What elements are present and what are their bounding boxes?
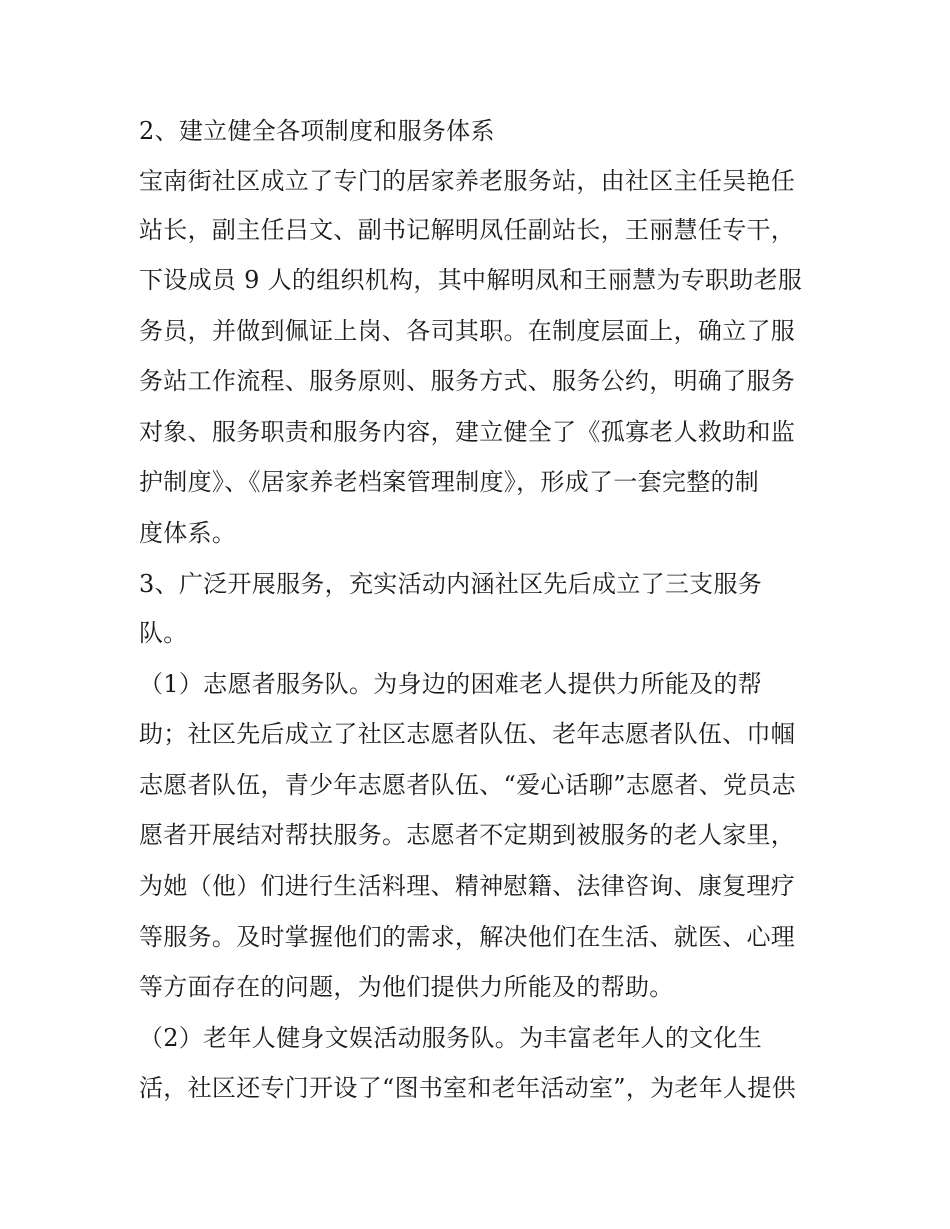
text-line: 对象、服务职责和服务内容，建立健全了《孤寡老人救助和监 [139, 418, 796, 446]
subsection-heading-1: （1）志愿者服务队。为身边的困难老人提供力所能及的帮 [139, 670, 763, 698]
text-line: 志愿者队伍，青少年志愿者队伍、“爱心话聊”志愿者、党员志 [139, 771, 796, 799]
section-heading-3-cont: 队。 [139, 619, 188, 647]
text-line: 护制度》、《居家养老档案管理制度》，形成了一套完整的制 [139, 468, 760, 496]
text-line: 愿者开展结对帮扶服务。志愿者不定期到被服务的老人家里， [139, 821, 796, 849]
text-line: 等服务。及时掌握他们的需求，解决他们在生活、就医、心理 [139, 923, 796, 951]
text-line: 助；社区先后成立了社区志愿者队伍、老年志愿者队伍、巾帼 [139, 720, 796, 748]
text-line: 务员，并做到佩证上岗、各司其职。在制度层面上，确立了服 [139, 317, 796, 345]
text-line: 务站工作流程、服务原则、服务方式、服务公约，明确了服务 [139, 367, 796, 395]
text-line: 下设成员 9 人的组织机构，其中解明凤和王丽慧为专职助老服 [139, 266, 803, 294]
text-line: 等方面存在的问题，为他们提供力所能及的帮助。 [139, 973, 674, 1001]
text-line: 活，社区还专门开设了“图书室和老年活动室”，为老年人提供 [139, 1074, 796, 1102]
subsection-heading-2: （2）老年人健身文娱活动服务队。为丰富老年人的文化生 [139, 1024, 763, 1052]
text-line: 宝南街社区成立了专门的居家养老服务站，由社区主任吴艳任 [139, 167, 796, 195]
text-line: 度体系。 [139, 519, 237, 547]
text-line: 站长，副主任吕文、副书记解明凤任副站长，王丽慧任专干， [139, 216, 796, 244]
section-heading-2: 2、建立健全各项制度和服务体系 [139, 117, 495, 145]
section-heading-3: 3、广泛开展服务，充实活动内涵社区先后成立了三支服务 [139, 570, 763, 598]
text-line: 为她（他）们进行生活料理、精神慰籍、法律咨询、康复理疗 [139, 872, 796, 900]
